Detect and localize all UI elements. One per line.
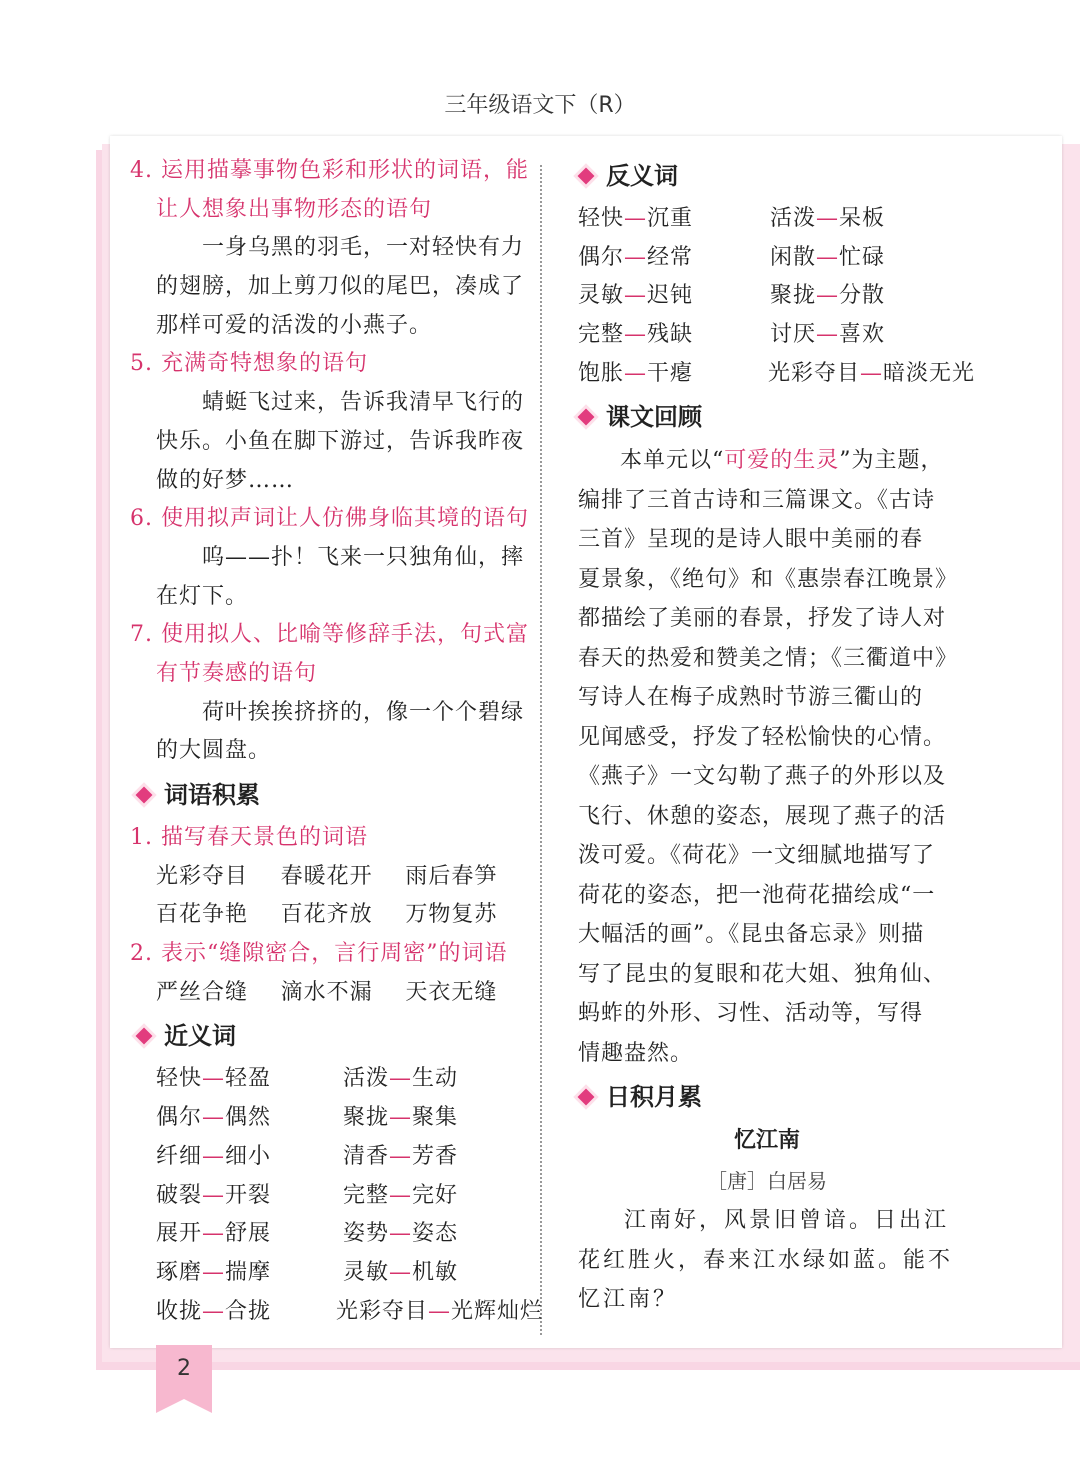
word-row <box>130 896 530 935</box>
dash: — <box>624 360 648 386</box>
example-sentence: 的大圆盘。 <box>156 738 272 764</box>
review-line: 见闻感受，抒发了轻松愉快的心情。 <box>578 724 947 750</box>
diamond-bullet-icon <box>578 1089 595 1106</box>
review-line: 蚂蚱的外形、习性、活动等，写得 <box>578 1001 924 1027</box>
word: 偶尔 <box>156 1105 203 1131</box>
dash: — <box>202 1259 226 1285</box>
word: 舒展 <box>225 1221 272 1247</box>
synonym-row <box>130 1138 530 1177</box>
example-sentence: 一身乌黑的羽毛，一对轻快有力 <box>202 235 525 261</box>
heading-text: 近义词 <box>164 1022 236 1051</box>
synonym-pair <box>156 1293 336 1332</box>
word: 严丝合缝 <box>156 979 249 1005</box>
word: 分散 <box>839 283 886 309</box>
word: 光彩夺目 <box>768 360 861 386</box>
dash: — <box>389 1066 413 1092</box>
dash: — <box>389 1182 413 1208</box>
dash: — <box>624 244 648 270</box>
antonym-row <box>572 355 976 394</box>
dash: — <box>816 283 840 309</box>
synonym-pair <box>156 1254 343 1293</box>
dash: — <box>389 1105 413 1131</box>
word: 机敏 <box>412 1259 459 1285</box>
word: 轻快 <box>156 1066 203 1092</box>
word: 收拢 <box>156 1298 203 1324</box>
word: 万物复苏 <box>405 902 498 928</box>
example-sentence: 做的好梦…… <box>156 467 295 493</box>
word: 破裂 <box>156 1182 203 1208</box>
diamond-bullet-icon <box>136 787 153 804</box>
dash: — <box>816 206 840 231</box>
word: 芳香 <box>412 1143 459 1169</box>
poem-line: 花红胜火，春来江水绿如蓝。能不 <box>578 1247 954 1273</box>
dash: — <box>428 1298 452 1324</box>
synonym-pair <box>336 1293 544 1332</box>
page-number: 2 <box>177 1356 191 1381</box>
dash: — <box>389 1221 413 1247</box>
item-title: 4. 运用描摹事物色彩和形状的词语，能 <box>130 158 529 183</box>
dash: — <box>202 1066 226 1092</box>
word-row <box>130 974 530 1013</box>
review-line: 编排了三首古诗和三篇课文。《古诗 <box>578 487 936 513</box>
item-title: 5. 充满奇特想象的语句 <box>130 351 368 377</box>
review-line: 三首》呈现的是诗人眼中美丽的春 <box>578 527 924 553</box>
review-line: 夏景象，《绝句》和《惠崇春江晚景》 <box>578 566 959 592</box>
review-line: 飞行、休憩的姿态，展现了燕子的活 <box>578 803 947 829</box>
heading-text: 课文回顾 <box>606 403 702 432</box>
word: 姿态 <box>412 1221 459 1247</box>
word: 揣摩 <box>225 1259 272 1285</box>
word: 天衣无缝 <box>405 979 498 1005</box>
diamond-bullet-icon <box>578 168 595 185</box>
synonym-row <box>130 1293 544 1332</box>
word: 聚集 <box>412 1105 459 1131</box>
word: 轻盈 <box>225 1066 272 1092</box>
antonym-pair <box>578 316 770 355</box>
synonym-row <box>130 1177 530 1216</box>
vocab-title: 2. 表示“缝隙密合，言行周密”的词语 <box>130 941 508 967</box>
heading-text: 词语积累 <box>164 781 260 809</box>
right-column <box>572 152 976 1320</box>
word: 纤细 <box>156 1143 203 1169</box>
word: 闲散 <box>770 244 817 270</box>
heading-text: 反义词 <box>606 162 678 190</box>
word: 轻快 <box>578 206 625 231</box>
dash: — <box>816 322 840 348</box>
synonym-pair <box>156 1177 343 1216</box>
poem-title: 忆江南 <box>733 1128 800 1154</box>
word: 喜欢 <box>839 322 886 348</box>
word: 生动 <box>412 1066 459 1092</box>
word: 沉重 <box>647 206 694 231</box>
antonym-pair <box>578 200 770 239</box>
word: 琢磨 <box>156 1259 203 1285</box>
word: 开裂 <box>225 1182 272 1208</box>
word: 合拢 <box>225 1298 272 1324</box>
review-line: 写诗人在梅子成熟时节游三衢山的 <box>578 685 924 711</box>
antonym-pair <box>578 355 768 394</box>
synonym-pair <box>343 1138 530 1177</box>
example-sentence: 的翅膀，加上剪刀似的尾巴，凑成了 <box>156 274 525 300</box>
word: 暗淡无光 <box>883 360 976 386</box>
word: 活泼 <box>770 206 817 231</box>
synonym-pair <box>156 1060 343 1099</box>
review-line: 春天的热爱和赞美之情；《三衢道中》 <box>578 645 959 671</box>
synonym-pair <box>343 1099 530 1138</box>
diamond-bullet-icon <box>136 1028 153 1045</box>
word: 光彩夺目 <box>336 1298 429 1324</box>
dash: — <box>860 360 884 386</box>
dash: — <box>624 322 648 348</box>
word: 清香 <box>343 1143 390 1169</box>
highlight-theme: 可爱的生灵 <box>724 448 840 474</box>
word: 讨厌 <box>770 322 817 348</box>
item-title: 有节奏感的语句 <box>156 660 318 686</box>
section-heading-synonyms <box>130 1012 530 1060</box>
dash: — <box>202 1105 226 1131</box>
example-sentence: 呜——扑！飞来一只独角仙，摔 <box>202 544 525 570</box>
word: 残缺 <box>647 322 694 348</box>
antonym-pair <box>770 200 962 239</box>
synonym-pair <box>343 1060 530 1099</box>
synonym-row <box>130 1254 530 1293</box>
text: ”为主题， <box>839 448 944 474</box>
poem-author: ［唐］白居易 <box>707 1169 827 1194</box>
dash: — <box>624 206 648 231</box>
poem-line: 忆江南？ <box>578 1287 679 1313</box>
word: 忙碌 <box>839 244 886 270</box>
synonym-pair <box>156 1099 343 1138</box>
antonym-row <box>572 239 962 278</box>
word: 完整 <box>578 322 625 348</box>
synonym-row <box>130 1215 530 1254</box>
item-title: 6. 使用拟声词让人仿佛身临其境的语句 <box>130 506 529 532</box>
word: 完整 <box>343 1182 390 1208</box>
example-sentence: 快乐。小鱼在脚下游过，告诉我昨夜 <box>156 428 525 454</box>
word: 呆板 <box>839 206 886 231</box>
dash: — <box>389 1143 413 1169</box>
word: 偶尔 <box>578 244 625 270</box>
word: 光辉灿烂 <box>451 1298 544 1324</box>
word: 春暖花开 <box>280 863 373 889</box>
dash: — <box>816 244 840 270</box>
dash: — <box>202 1298 226 1324</box>
synonym-row <box>130 1060 530 1099</box>
word: 聚拢 <box>770 283 817 309</box>
poem-line: 江南好，风景旧曾谙。日出江 <box>624 1208 950 1234</box>
example-sentence: 那样可爱的活泼的小燕子。 <box>156 312 433 338</box>
word: 灵敏 <box>578 283 625 309</box>
antonym-row <box>572 277 962 316</box>
dash: — <box>624 283 648 309</box>
review-line: 都描绘了美丽的春景，抒发了诗人对 <box>578 606 947 632</box>
heading-text: 日积月累 <box>606 1083 702 1112</box>
vocab-title: 1. 描写春天景色的词语 <box>130 825 368 850</box>
dash: — <box>202 1221 226 1247</box>
antonym-row <box>572 316 962 355</box>
dash: — <box>202 1182 226 1208</box>
review-line: 荷花的姿态，把一池荷花描绘成“一 <box>578 882 936 908</box>
synonym-row <box>130 1099 530 1138</box>
example-sentence: 荷叶挨挨挤挤的，像一个个碧绿 <box>202 699 525 725</box>
word: 完好 <box>412 1182 459 1208</box>
word: 滴水不漏 <box>280 979 373 1005</box>
word: 雨后春笋 <box>405 863 498 889</box>
word: 饱胀 <box>578 360 625 386</box>
antonym-pair <box>770 277 962 316</box>
section-heading-review <box>572 393 962 441</box>
word: 姿势 <box>343 1221 390 1247</box>
synonym-pair <box>156 1215 343 1254</box>
dash: — <box>389 1259 413 1285</box>
word-row <box>130 858 530 897</box>
page-header: 三年级语文下（R） <box>444 93 636 118</box>
synonym-pair <box>156 1138 343 1177</box>
diamond-bullet-icon <box>578 409 595 426</box>
antonym-pair <box>770 239 962 278</box>
antonym-row <box>572 200 962 239</box>
review-line: 大幅活的画”。《昆虫备忘录》则描 <box>578 922 925 948</box>
synonym-pair <box>343 1254 530 1293</box>
item-title: 让人想象出事物形态的语句 <box>156 196 433 222</box>
column-divider <box>540 165 542 1335</box>
review-line: 泼可爱。《荷花》一文细腻地描写了 <box>578 843 936 869</box>
word: 百花齐放 <box>280 902 373 928</box>
example-sentence: 蜻蜓飞过来，告诉我清早飞行的 <box>202 390 525 416</box>
antonym-pair <box>768 355 976 394</box>
word: 经常 <box>647 244 694 270</box>
review-line: 写了昆虫的复眼和花大姐、独角仙、 <box>578 961 947 987</box>
word: 灵敏 <box>343 1259 390 1285</box>
word: 展开 <box>156 1221 203 1247</box>
word: 光彩夺目 <box>156 863 249 889</box>
word: 迟钝 <box>647 283 694 309</box>
word: 百花争艳 <box>156 902 249 928</box>
word: 细小 <box>225 1143 272 1169</box>
synonym-pair <box>343 1177 530 1216</box>
text: 本单元以“ <box>620 448 725 474</box>
word: 活泼 <box>343 1066 390 1092</box>
synonym-pair <box>343 1215 530 1254</box>
section-heading-vocab <box>130 771 530 819</box>
review-line <box>572 441 962 481</box>
antonym-pair <box>578 239 770 278</box>
section-heading-antonyms <box>572 152 962 200</box>
antonym-pair <box>770 316 962 355</box>
word: 干瘪 <box>647 360 694 386</box>
example-sentence: 在灯下。 <box>156 583 249 609</box>
word: 偶然 <box>225 1105 272 1131</box>
word: 聚拢 <box>343 1105 390 1131</box>
review-line: 《燕子》一文勾勒了燕子的外形以及 <box>578 764 947 790</box>
review-line: 情趣盎然。 <box>578 1040 694 1066</box>
antonym-pair <box>578 277 770 316</box>
item-title: 7. 使用拟人、比喻等修辞手法，句式富 <box>130 622 529 648</box>
section-heading-daily <box>572 1073 962 1121</box>
left-column <box>130 152 544 1331</box>
dash: — <box>202 1143 226 1169</box>
